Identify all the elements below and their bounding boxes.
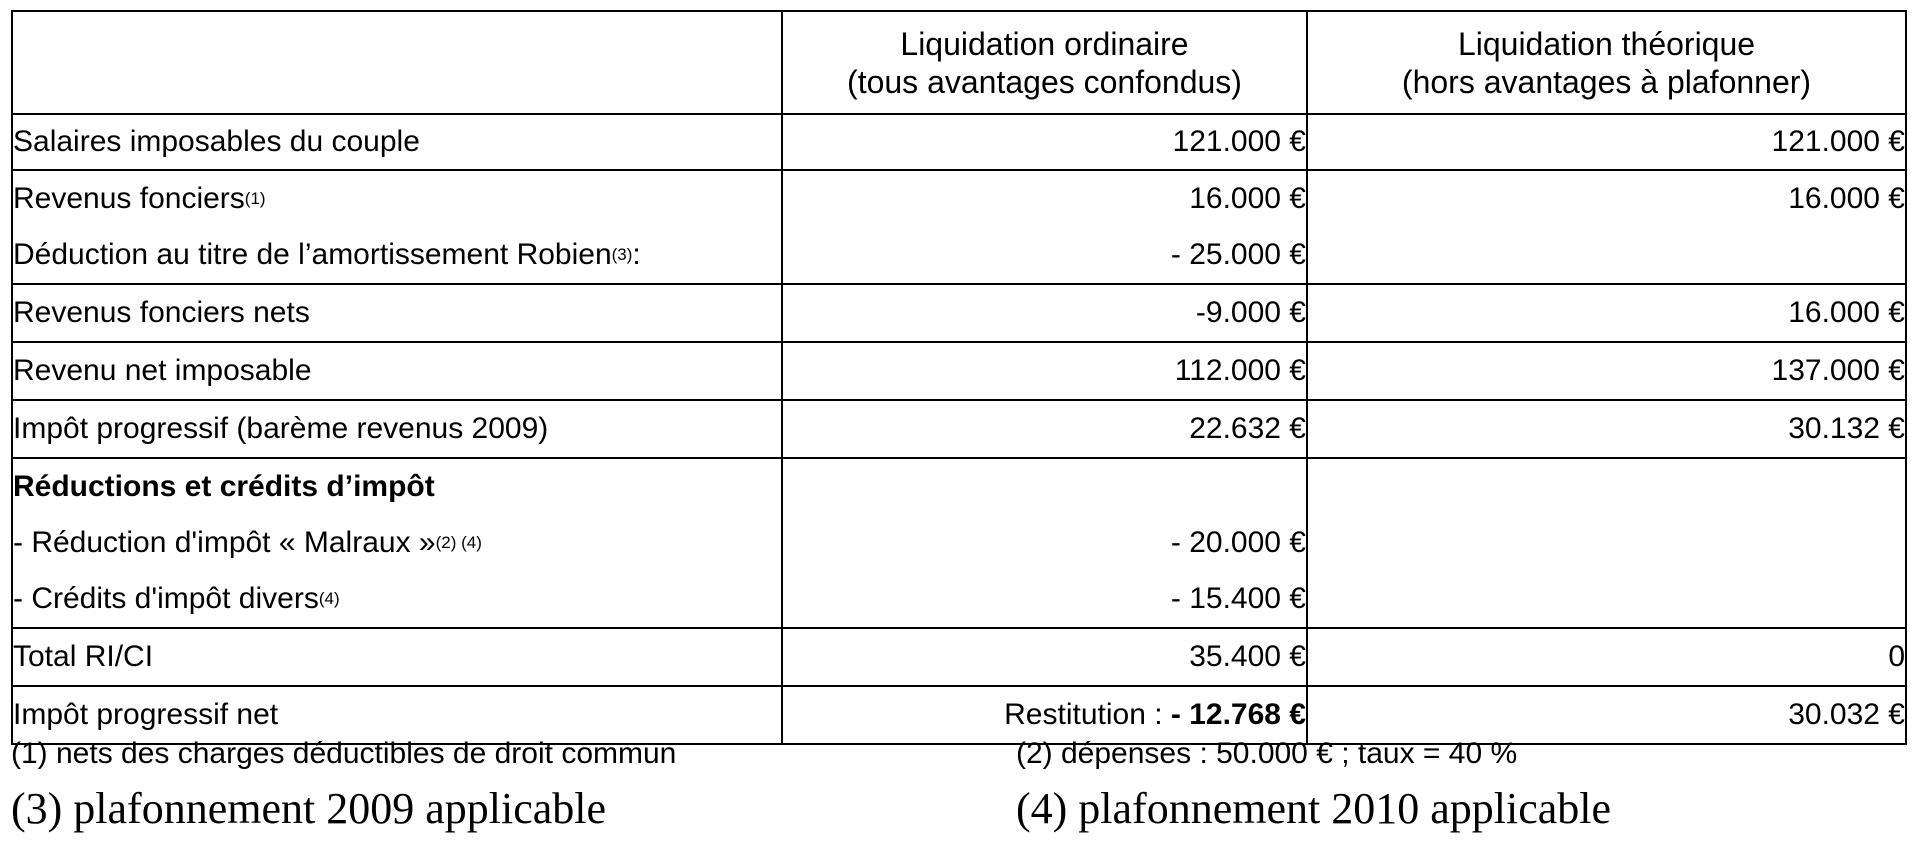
restitution-prefix: Restitution :: [1004, 698, 1171, 731]
value-empty: [783, 459, 1306, 515]
value-reduction-malraux: - 20.000 €: [1170, 526, 1306, 559]
table-row-revenus-fonciers-nets: [12, 284, 1906, 342]
value-credits-divers: - 15.400 €: [1170, 582, 1306, 615]
value-theorique: 0: [1307, 628, 1906, 686]
value-reduction-malraux-theorique: [1308, 515, 1905, 571]
values-theorique-cell: [1307, 170, 1906, 284]
table-row-total-ri-ci: [12, 628, 1906, 686]
value-deduction-robien-theorique: [1308, 227, 1905, 283]
footnote-2: (2) dépenses : 50.000 € ; taux = 40 %: [1016, 737, 1518, 770]
header-liquidation-ordinaire: [782, 11, 1307, 114]
table-row-revenu-net-imposable: [12, 342, 1906, 400]
row-label: Total RI/CI: [13, 640, 154, 673]
value-theorique: 16.000 €: [1307, 284, 1906, 342]
value-credits-divers-theorique: [1308, 571, 1905, 627]
row-label: Revenus fonciers nets: [13, 296, 310, 329]
label-revenus-fonciers: Revenus fonciers (1): [13, 182, 266, 215]
row-label: Salaires imposables du couple: [12, 114, 782, 170]
table-header-row: [12, 11, 1906, 114]
value-theorique: 121.000 €: [1307, 114, 1906, 170]
footnote-row-2: [11, 775, 1905, 833]
table-row-impot-progressif: [12, 400, 1906, 458]
value-revenus-fonciers: 16.000 €: [1189, 182, 1306, 215]
value-ordinaire: -9.000 €: [782, 284, 1307, 342]
value-ordinaire: 121.000 €: [782, 114, 1307, 170]
row-label: Impôt progressif (barème revenus 2009): [13, 412, 549, 445]
label-deduction-robien: Déduction au titre de l’amortissement Robien (3) :: [13, 238, 641, 271]
label-reduction-malraux: - Réduction d'impôt « Malraux » (2) (4): [13, 526, 482, 559]
label-reductions-credits: Réductions et crédits d’impôt: [13, 470, 435, 503]
value-theorique: 30.032 €: [1307, 686, 1906, 744]
table-row-salaires: [12, 114, 1906, 170]
values-theorique-cell: [1307, 458, 1906, 628]
row-label: Impôt progressif net: [13, 698, 279, 731]
footnote-1: (1) nets des charges déductibles de droit commun: [11, 737, 677, 770]
values-ordinaire-cell: [782, 170, 1307, 284]
value-revenus-fonciers-theorique: 16.000 €: [1788, 182, 1905, 215]
value-ordinaire: 35.400 €: [782, 628, 1307, 686]
footnotes: [11, 735, 1905, 833]
value-ordinaire: 112.000 €: [782, 342, 1307, 400]
footnote-row-1: [11, 735, 1905, 775]
header-col1-line2: (tous avantages confondus): [847, 63, 1242, 100]
value-theorique: 30.132 €: [1307, 400, 1906, 458]
header-empty-cell: [12, 11, 782, 114]
header-liquidation-theorique: [1307, 11, 1906, 114]
value-ordinaire: 22.632 €: [782, 400, 1307, 458]
label-credits-divers: - Crédits d'impôt divers (4): [13, 582, 340, 615]
footnote-3: (3) plafonnement 2009 applicable: [11, 784, 607, 833]
row-label-cell: [12, 170, 782, 284]
footnote-4: (4) plafonnement 2010 applicable: [1016, 784, 1612, 833]
header-col2-line1: Liquidation théorique: [1457, 25, 1756, 62]
value-deduction-robien: - 25.000 €: [1170, 238, 1306, 271]
value-ordinaire: - 12.768 €: [1170, 698, 1306, 731]
value-theorique: 137.000 €: [1307, 342, 1906, 400]
header-col1-line1: Liquidation ordinaire: [900, 25, 1189, 62]
table-row-reductions-credits-group: [12, 458, 1906, 628]
header-col2-line2: (hors avantages à plafonner): [1401, 63, 1812, 100]
tax-liquidation-table: [11, 10, 1907, 745]
value-empty: [1308, 459, 1905, 515]
table-row-revenus-fonciers-group: [12, 170, 1906, 284]
values-ordinaire-cell: [782, 458, 1307, 628]
row-label-cell: [12, 458, 782, 628]
row-label: Revenu net imposable: [13, 354, 312, 387]
